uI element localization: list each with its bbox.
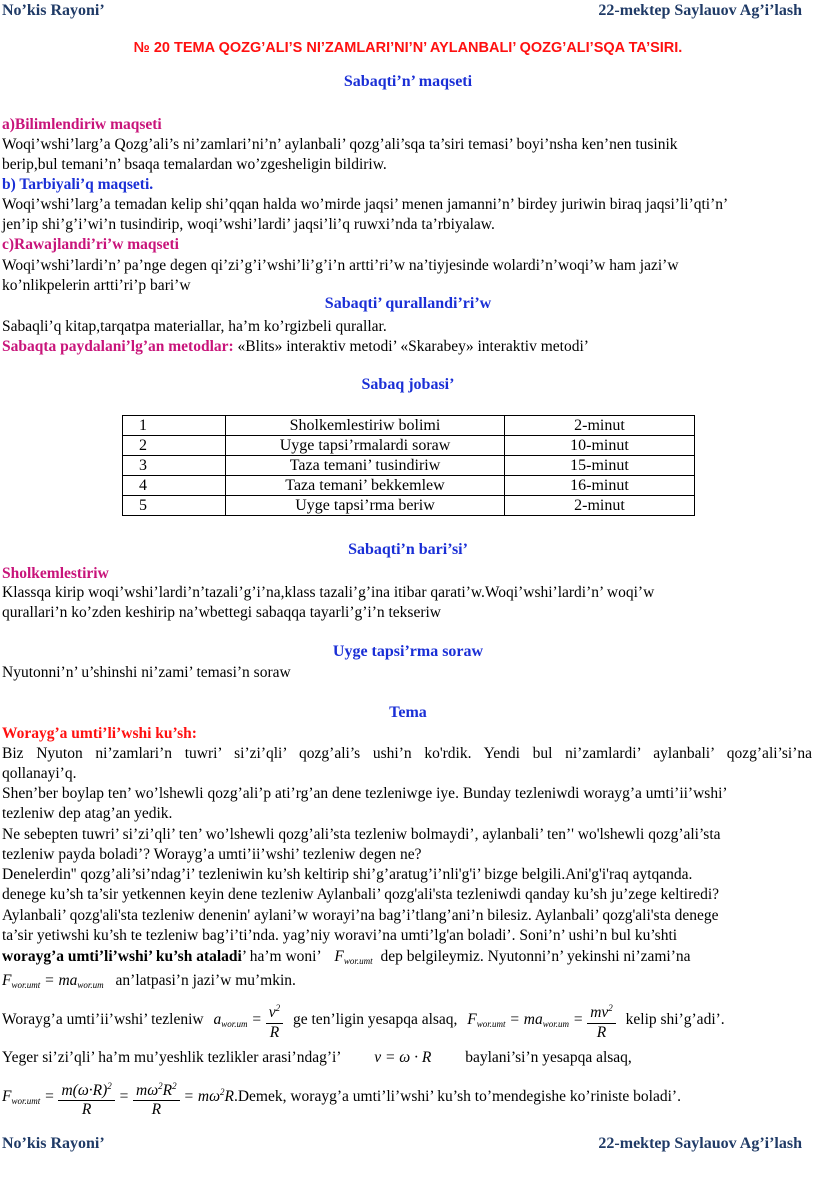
header-right: 22-mektep Saylauov Ag’i’lash: [598, 2, 802, 19]
formula-frac: [266, 999, 283, 1041]
topic-heading: Tema: [389, 704, 427, 721]
formula-a: a: [534, 1011, 543, 1028]
row-activity: Taza temani’ tusindiriw: [226, 456, 505, 476]
topic-p6-text: an’latpasi’n jazi’w mu’mkin.: [115, 972, 296, 989]
table-row: [123, 476, 695, 496]
formula-eq: =: [44, 1088, 55, 1106]
formula-eq: =: [384, 1049, 396, 1066]
formula-sub: wor.um: [542, 1019, 569, 1029]
topic-p5c-mid: ’ ha’m woni’: [241, 948, 321, 965]
formula-m: m: [58, 972, 70, 989]
formula-m: m: [136, 1081, 148, 1099]
formula-F: F: [334, 948, 344, 965]
formula-R: R: [92, 1081, 103, 1099]
goal-b-line1: Woqi’wshi’larg’a temadan kelip shi’qqan halda wo’mirde jaqsi’ menen jamanni’n’ birdey juriwin biraq jaqsi’li’qti’n’: [2, 196, 729, 213]
goal-c-line1: Woqi’wshi’lardi’n’ pa’nge degen qi’zi’g’i’wshi’li’g’i’n artti’ri’w na’tiyjesinde wolardi’n’woqi’w ham jazi’w: [2, 257, 679, 274]
topic-p7: [2, 998, 812, 1046]
page-title: № 20 TEMA QOZG’ALI’S NI’ZAMLARI’NI’N’ AYLANBALI’ QOZG’ALI’SQA TA’SIRI.: [133, 40, 683, 56]
formula-eq: =: [572, 1011, 584, 1028]
goal-c-label: c)Rawajlandi’ri’w maqseti: [2, 236, 179, 253]
formula-m: m: [61, 1081, 73, 1099]
homework-text: Nyutonni’n’ u’shinshi ni’zami’ temasi’n soraw: [2, 664, 291, 681]
topic-p7-end: kelip shi’g’adi’.: [625, 1011, 725, 1028]
row-activity: Uyge tapsi’rmalardi soraw: [226, 436, 505, 456]
formula-frac: [133, 1077, 180, 1119]
formula-eq: =: [118, 1088, 130, 1106]
topic-p5c: [2, 946, 812, 972]
formula-R: R: [269, 1023, 280, 1041]
topic-p3a: Ne sebepten tuwri’ si’zi’qli’ ten’ wo’lshewli qozg’ali’sta tezleniw bolmaydi’, aylanbali’ ten’' wo'lshewli qozg’ali’sta: [2, 826, 721, 843]
topic-p9: [2, 1070, 812, 1123]
formula-accel: [213, 1003, 284, 1041]
formula-velocity: [374, 1049, 431, 1066]
homework-heading: Uyge tapsi’rma soraw: [332, 643, 484, 660]
progress-heading: Sabaqti’n bari’si’: [348, 541, 468, 558]
topic-p1b: qollanayi’q.: [2, 765, 77, 782]
formula-F: F: [467, 1011, 477, 1028]
row-time: 16-minut: [505, 476, 695, 496]
formula-exp: 2: [107, 1080, 112, 1091]
formula-eq: =: [251, 1011, 262, 1028]
topic-p8-end: baylani’si’n yesapqa alsaq,: [465, 1049, 632, 1066]
topic-p3b: tezleniw payda boladi’? Worayg’a umti’ii’wshi’ tezleniw degen ne?: [2, 846, 422, 863]
formula-sub: wor.umt: [476, 1019, 506, 1029]
formula-exp: 2: [158, 1080, 163, 1091]
table-row: [123, 496, 695, 516]
topic-p8: [2, 1047, 812, 1068]
formula-omega: ω: [77, 1081, 89, 1099]
formula-R: R: [224, 1088, 234, 1106]
methods-label: Sabaqta paydalani’lg’an metodlar:: [2, 338, 234, 355]
topic-label: Worayg’a umti’li’wshi ku’sh:: [2, 725, 197, 742]
equipment-heading: Sabaqti’ qurallandi’ri’w: [324, 295, 492, 312]
formula-R: R: [162, 1081, 173, 1099]
table-row: [123, 416, 695, 436]
row-number: 2: [123, 436, 226, 456]
formula-omega: ω: [399, 1049, 411, 1066]
table-row: [123, 456, 695, 476]
topic-p7-mid: ge ten’ligin yesapqa alsaq,: [293, 1011, 458, 1028]
formula-v: v: [268, 1004, 276, 1022]
formula-frac: $\frac{m(\omega\cdot R)^2}{R}$: [58, 1077, 114, 1119]
formula-m: m: [590, 1004, 602, 1022]
formula-v: v: [601, 1004, 609, 1022]
row-number: 3: [123, 456, 226, 476]
row-time: 2-minut: [505, 496, 695, 516]
formula-sub: wor.um: [221, 1019, 248, 1029]
topic-p2b: tezleniw dep atag’an yedik.: [2, 805, 173, 822]
formula-R: R: [421, 1049, 432, 1066]
progress-label: Sholkemlestiriw: [2, 565, 109, 582]
plan-table: [122, 415, 695, 516]
formula-newton2: [2, 972, 104, 989]
methods-line: [2, 336, 812, 357]
footer-left: No’kis Rayoni’: [2, 1135, 105, 1152]
formula-F: F: [2, 972, 12, 989]
topic-p1a: Biz Nyuton ni’zamlari’n tuwri’ si’zi’qli’ qozg’ali’s ushi’n ko'rdik. Yendi bul ni’zamlardi’ aylanbali’ qozg’ali’si’na: [2, 745, 812, 762]
formula-sub: wor.um: [77, 980, 104, 990]
topic-p2a: Shen’ber boylap ten’ wo’lshewli qozg’ali’p ati’rg’an dene tezleniwge iye. Bunday tezleniwdi worayg’a umti’ii’wshi’: [2, 785, 728, 802]
header-left: No’kis Rayoni’: [2, 2, 105, 19]
methods-text: «Blits» interaktiv metodi’ «Skarabey» interaktiv metodi’: [233, 338, 589, 355]
table-row: [123, 436, 695, 456]
formula-omega: ω: [147, 1081, 159, 1099]
formula-a: a: [213, 1011, 222, 1028]
row-number: 4: [123, 476, 226, 496]
topic-p5b: ta’sir yetiwshi ku’sh te tezleniw bag’i’ti’nda. yag’niy woravi’na umti’lg'an boladi’. Soni’n’ ushi’n bul ku’shti: [2, 927, 678, 944]
row-activity: Taza temani’ bekkemlew: [226, 476, 505, 496]
formula-eq: =: [183, 1088, 194, 1106]
plan-heading: Sabaq jobasi’: [361, 376, 455, 393]
formula-sub: wor.umt: [343, 956, 373, 966]
formula-force: [467, 1003, 615, 1041]
formula-R: R: [81, 1100, 92, 1118]
row-time: 10-minut: [505, 436, 695, 456]
formula-frac: [587, 999, 616, 1041]
formula-m: m: [523, 1011, 535, 1028]
formula-v: v: [374, 1049, 382, 1066]
topic-p7-start: Worayg’a umti’ii’wshi’ tezleniw: [2, 1011, 204, 1028]
formula-exp: 2: [275, 1003, 281, 1014]
formula-exp: 2: [220, 1087, 225, 1097]
row-activity: Uyge tapsi’rma beriw: [226, 496, 505, 516]
formula-omega: ω: [209, 1088, 221, 1106]
formula-m: m: [197, 1088, 210, 1106]
equipment-text: Sabaqli’q kitap,tarqatpa materiallar, ha’m ko’rgizbeli qurallar.: [2, 318, 387, 335]
topic-p8-start: Yeger si’zi’qli’ ha’m mu’yeshlik tezlikler arasi’ndag’i’: [2, 1049, 341, 1066]
formula-F-symbol: [334, 948, 372, 965]
row-time: 2-minut: [505, 416, 695, 436]
formula-dot: ·: [88, 1081, 93, 1099]
goal-c-line2: ko’nlikpelerin artti’ri’p bari’w: [2, 277, 191, 294]
goal-a-line1: Woqi’wshi’larg’a Qozg’ali’s ni’zamlari’ni’n’ aylanbali’ qozg’ali’sqa ta’siri temasi’ boyi’nsha ken’nen tusinik: [2, 136, 678, 153]
formula-eq: =: [44, 972, 55, 989]
row-number: 5: [123, 496, 226, 516]
progress-line2: qurallari’n ko’zden keshirip na’wbettegi sabaqqa tayarli’g’i’n tekseriw: [2, 604, 441, 621]
row-number: 1: [123, 416, 226, 436]
goal-a-line2: berip,bul temani’n’ bsaqa temalardan wo’zgesheligin bildiriw.: [2, 156, 387, 173]
row-activity: Sholkemlestiriw bolimi: [226, 416, 505, 436]
topic-p6: [2, 970, 812, 996]
goal-b-label: b) Tarbiyali’q maqseti.: [2, 176, 154, 193]
topic-p5a: Aylanbali’ qozg'ali'sta tezleniw denenin' aylani’w worayi’na bag’i’tlang’ani’n bilesiz. Aylanbali’ qozg'ali'sta denege: [2, 907, 719, 924]
formula-final: [2, 1080, 234, 1118]
formula-R: R: [596, 1023, 607, 1041]
topic-p5c-end: dep belgileymiz. Nyutonni’n’ yekinshi ni’zami’na: [380, 948, 691, 965]
topic-p9-end: .Demek, worayg’a umti’li’wshi’ ku’sh to’mendegishe ko’riniste boladi’.: [233, 1088, 681, 1106]
formula-exp: 2: [172, 1080, 177, 1091]
topic-p4a: Denelerdin'' qozg’ali’si’ndag’i’ tezleniwin ku’sh keltirip shi’g’aratug’i’nli'g'i’ bizge belgili.Ani'g'i'raq aytqanda.: [2, 866, 693, 883]
formula-exp: 2: [608, 1003, 613, 1014]
goal-b-line2: jen’ip shi’g’i’wi’n tusindirip, woqi’wshi’lardi’ jaqsi’li’q ruwxi’nda ta’rbiyalaw.: [2, 216, 495, 233]
topic-p5c-bold: worayg’a umti’li’wshi’ ku’sh ataladi: [2, 948, 242, 965]
progress-line1: Klassqa kirip woqi’wshi’lardi’n’tazali’g’i’na,klass tazali’g’ina itibar qarati’w.Woqi’wshi’lardi’n’ woqi’w: [2, 584, 655, 601]
topic-p4b: denege ku’sh ta’sir yetkennen keyin dene tezleniw Aylanbali’ qozg'ali'sta tezleniwdi qanday ku’sh ju’zege keltiredi?: [2, 886, 720, 903]
formula-dot: ·: [414, 1049, 418, 1066]
goals-heading: Sabaqti’n’ maqseti: [343, 73, 473, 90]
formula-a: a: [69, 972, 78, 989]
formula-R: R: [151, 1100, 162, 1118]
formula-sub: wor.umt: [11, 980, 41, 990]
formula-eq: =: [509, 1011, 520, 1028]
row-time: 15-minut: [505, 456, 695, 476]
goal-a-label: a)Bilimlendiriw maqseti: [2, 116, 162, 133]
formula-F: F: [2, 1088, 12, 1106]
formula-sub: wor.umt: [11, 1096, 41, 1107]
footer-right: 22-mektep Saylauov Ag’i’lash: [598, 1135, 802, 1152]
